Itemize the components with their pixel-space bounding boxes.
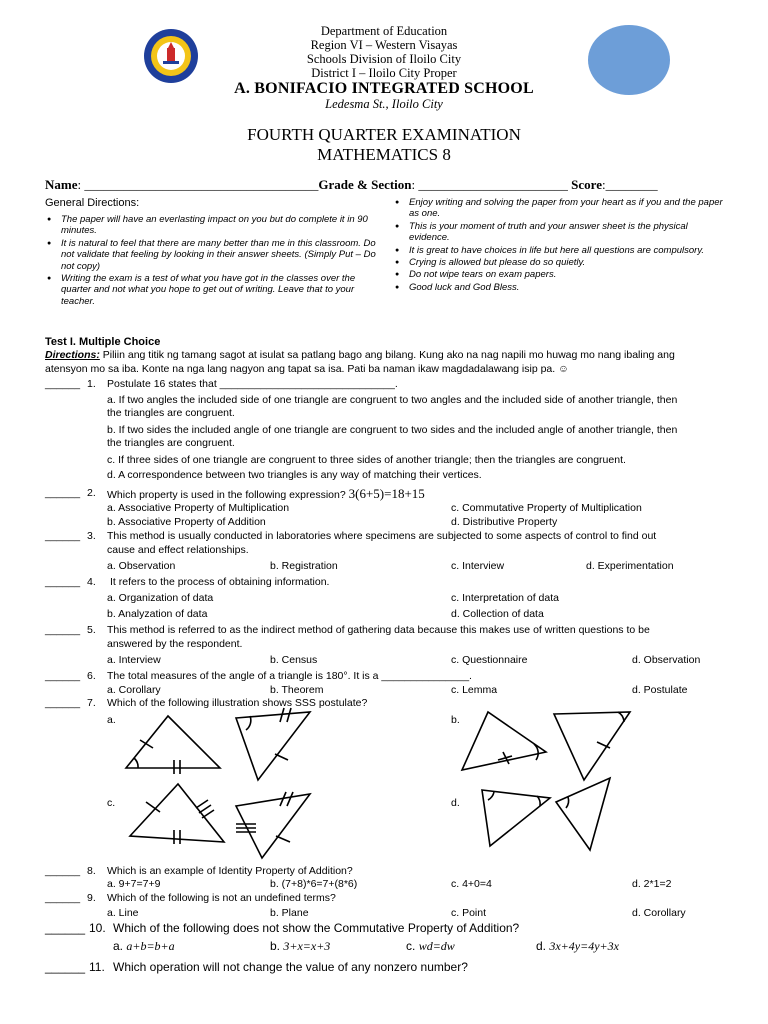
choice-b: b. Analyzation of data: [107, 608, 208, 620]
direction-item: ● It is great to have choices in life but here all questions are compulsory.: [395, 245, 725, 256]
choice-c: c. 4+0=4: [451, 878, 492, 890]
choice-d: [536, 939, 619, 954]
choice-a: a. Organization of data: [107, 592, 214, 604]
question-text: This method is referred to as the indirect method of gathering data because this makes use of written questions to be: [107, 624, 650, 636]
school-address: Ledesma St., Iloilo City: [325, 97, 443, 111]
answer-blank[interactable]: ______: [45, 960, 86, 974]
direction-item: ● Crying is allowed but please do so quietly.: [395, 257, 725, 268]
answer-blank[interactable]: ______: [45, 624, 81, 636]
choice-b: b.: [451, 714, 460, 726]
choice-expression: 3x+4y=4y+3x: [549, 939, 619, 953]
choice-c: c. Lemma: [451, 684, 498, 696]
choice-a: a. Interview: [107, 654, 161, 666]
header-region: Region VI – Western Visayas: [310, 38, 458, 52]
choice-d: d. Observation: [632, 654, 701, 666]
choice-b: b. If two sides the included angle of one triangle are congruent to two sides and the included angle of another triangle, then: [107, 424, 678, 436]
choice-expression: wd=dw: [418, 939, 455, 953]
direction-item: ● Writing the exam is a test of what you have got in the classes over the quarter and not what you hope to get out of writing. Leave that to your teacher.: [47, 273, 377, 307]
choice-b: b. Census: [270, 654, 318, 666]
direction-item: ● It is natural to feel that there are many better than me in this classroom. Do not validate that feeling by looking in their answer sheets. (Simply Put – Do not copy): [47, 238, 377, 272]
question-expression: 3(6+5)=18+15: [348, 486, 425, 501]
choice-b: b. (7+8)*6=7+(8*6): [270, 878, 358, 890]
answer-blank[interactable]: ______: [45, 865, 81, 877]
choice-c: c. If three sides of one triangle are congruent to three sides of another triangle; then the triangles are congruent.: [107, 454, 626, 466]
question-text: The total measures of the angle of a triangle is 180°. It is a _______________.: [107, 670, 472, 682]
question-number: 1.: [87, 378, 96, 390]
answer-blank[interactable]: ______: [45, 530, 81, 542]
directions-label: Directions:: [45, 349, 100, 361]
choice-a-cont: the triangles are congruent.: [107, 407, 235, 419]
question-text: Which of the following illustration shows SSS postulate?: [107, 697, 368, 709]
triangle-c2: [236, 792, 310, 858]
choice-a: a. Associative Property of Multiplication: [107, 502, 290, 514]
question-text: Which of the following is not an undefined terms?: [107, 892, 336, 904]
direction-item: ● The paper will have an everlasting impact on you but do complete it in 90 minutes.: [47, 214, 377, 237]
triangle-b2: [554, 712, 630, 780]
answer-blank[interactable]: ______: [45, 378, 81, 390]
direction-item: ● Do not wipe tears on exam papers.: [395, 269, 725, 280]
question-text: It refers to the process of obtaining information.: [110, 576, 330, 588]
question-number: 7.: [87, 697, 96, 709]
choice-b: b. Theorem: [270, 684, 324, 696]
grade-section-label: Grade & Section: [318, 177, 412, 192]
question-number: 4.: [87, 576, 96, 588]
direction-item: ● This is your moment of truth and your answer sheet is the physical evidence.: [395, 221, 725, 244]
triangle-d1: [482, 790, 550, 846]
choice-a: a. If two angles the included side of one triangle are congruent to two angles and the included side of another triangle, then: [107, 394, 678, 406]
choice-label: c.: [406, 939, 416, 953]
score-field[interactable]: :________: [601, 177, 658, 192]
question-number: 2.: [87, 487, 96, 499]
choice-d: d.: [451, 797, 460, 809]
question-text: Which of the following does not show the Commutative Property of Addition?: [113, 921, 520, 935]
choice-a: a. Line: [107, 907, 139, 919]
question-text-cont: answered by the respondent.: [107, 638, 243, 650]
choice-c: c. Interview: [451, 560, 505, 572]
choice-c: c. Commutative Property of Multiplication: [451, 502, 642, 514]
question-number: 6.: [87, 670, 96, 682]
choice-a: a. Observation: [107, 560, 176, 572]
name-field[interactable]: : ____________________________________: [77, 177, 319, 192]
question-text: Postulate 16 states that ______________________________.: [107, 378, 398, 390]
choice-b: b. Plane: [270, 907, 309, 919]
choice-a: a. 9+7=7+9: [107, 878, 161, 890]
answer-blank[interactable]: ______: [45, 487, 81, 499]
triangle-d2: [556, 778, 610, 850]
question-text: This method is usually conducted in laboratories where specimens are subjected to some aspects of control to find out: [107, 530, 657, 542]
choice-a: a. Corollary: [107, 684, 161, 696]
choice-d: d. Postulate: [632, 684, 688, 696]
answer-blank[interactable]: ______: [45, 921, 86, 935]
direction-item: ● Good luck and God Bless.: [395, 282, 725, 293]
choice-a: a.: [107, 714, 116, 726]
choice-d: d. Distributive Property: [451, 516, 558, 528]
choice-c: c.: [107, 797, 116, 809]
choice-d: d. Experimentation: [586, 560, 674, 572]
choice-b: b. Registration: [270, 560, 338, 572]
name-label: Name: [45, 177, 78, 192]
direction-item: ● Enjoy writing and solving the paper from your heart as if you and the paper as one.: [395, 197, 725, 220]
directions-line2: atensyon mo sa iba. Konte na nga lang nagyon ang tapat sa isa. Pati ba naman ikaw magdadalawang isip pa. ☺: [45, 363, 569, 375]
answer-blank[interactable]: ______: [45, 576, 81, 588]
answer-blank[interactable]: ______: [45, 892, 81, 904]
question-number: 9.: [87, 892, 96, 904]
triangle-c1: [130, 784, 224, 844]
header-division: Schools Division of Iloilo City: [306, 52, 462, 66]
directions-line1: Piliin ang titik ng tamang sagot at isulat sa patlang bago ang bilang. Kung ako na nag napili mo huwag mo nang ibaling ang: [99, 349, 675, 361]
choice-d: d. A correspondence between two triangles is any way of matching their vertices.: [107, 469, 482, 481]
triangle-a2: [236, 708, 310, 780]
answer-blank[interactable]: ______: [45, 670, 81, 682]
question-text-body: Which property is used in the following expression?: [107, 489, 346, 501]
test1-title: Test I. Multiple Choice: [45, 336, 161, 348]
choice-b: b. Associative Property of Addition: [107, 516, 266, 528]
header-district: District I – Iloilo City Proper: [311, 66, 457, 80]
general-directions-title: General Directions:: [45, 197, 140, 209]
choice-c: c. Interpretation of data: [451, 592, 559, 604]
header-dept: Department of Education: [320, 24, 448, 38]
question-number: 10.: [89, 921, 106, 935]
choice-c: c. Point: [451, 907, 487, 919]
question-number: 8.: [87, 865, 96, 877]
question-text: Which is an example of Identity Property of Addition?: [107, 865, 353, 877]
score-label: Score: [571, 177, 602, 192]
choice-d: d. Corollary: [632, 907, 686, 919]
question-number: 3.: [87, 530, 96, 542]
grade-section-field[interactable]: : _______________________: [411, 177, 568, 192]
choice-expression: a+b=b+a: [126, 939, 175, 953]
question-number: 5.: [87, 624, 96, 636]
choice-b-cont: the triangles are congruent.: [107, 437, 235, 449]
choice-c: [406, 939, 455, 954]
exam-title: FOURTH QUARTER EXAMINATION: [247, 125, 521, 144]
question-text: Which operation will not change the value of any nonzero number?: [113, 960, 468, 974]
choice-a: [113, 939, 175, 954]
question-text-cont: cause and effect relationships.: [107, 544, 249, 556]
question-number: 11.: [89, 960, 105, 974]
answer-blank[interactable]: ______: [45, 697, 81, 709]
choice-expression: 3+x=x+3: [283, 939, 331, 953]
choice-b: [270, 939, 330, 954]
triangle-a1: [126, 716, 220, 774]
choice-label: a.: [113, 939, 124, 953]
choice-d: d. 2*1=2: [632, 878, 672, 890]
choice-label: b.: [270, 939, 281, 953]
choice-label: d.: [536, 939, 547, 953]
choice-d: d. Collection of data: [451, 608, 544, 620]
triangle-b1: [462, 712, 546, 770]
school-name: A. BONIFACIO INTEGRATED SCHOOL: [234, 80, 534, 97]
exam-subject: MATHEMATICS 8: [317, 145, 451, 164]
choice-c: c. Questionnaire: [451, 654, 528, 666]
